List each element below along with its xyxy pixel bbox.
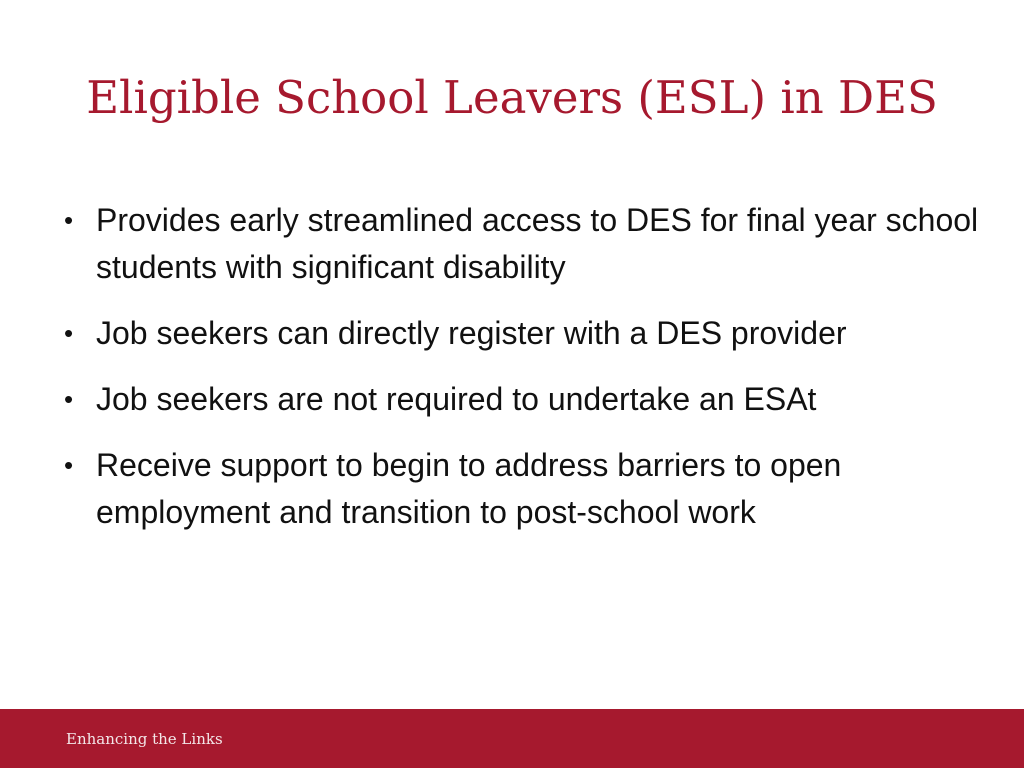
- bullet-item: [64, 310, 984, 357]
- slide-title: Eligible School Leavers (ESL) in DES: [86, 71, 938, 124]
- bullet-marker: •: [64, 450, 74, 480]
- bullet-item: [64, 376, 984, 423]
- bullet-text: Job seekers can directly register with a DES provider: [96, 315, 847, 351]
- bullet-marker: •: [64, 318, 74, 348]
- bullet-marker: •: [64, 384, 74, 414]
- footer-text: Enhancing the Links: [66, 730, 223, 748]
- bullet-list: [64, 197, 984, 555]
- footer-bar: [0, 709, 1024, 768]
- bullet-item: [64, 442, 984, 536]
- bullet-text: Job seekers are not required to undertake an ESAt: [96, 381, 817, 417]
- bullet-marker: •: [64, 205, 74, 235]
- bullet-text: Provides early streamlined access to DES for final year school students with significant disability: [96, 202, 979, 285]
- bullet-item: [64, 197, 984, 291]
- bullet-text: Receive support to begin to address barriers to open employment and transition to post-school work: [96, 447, 842, 530]
